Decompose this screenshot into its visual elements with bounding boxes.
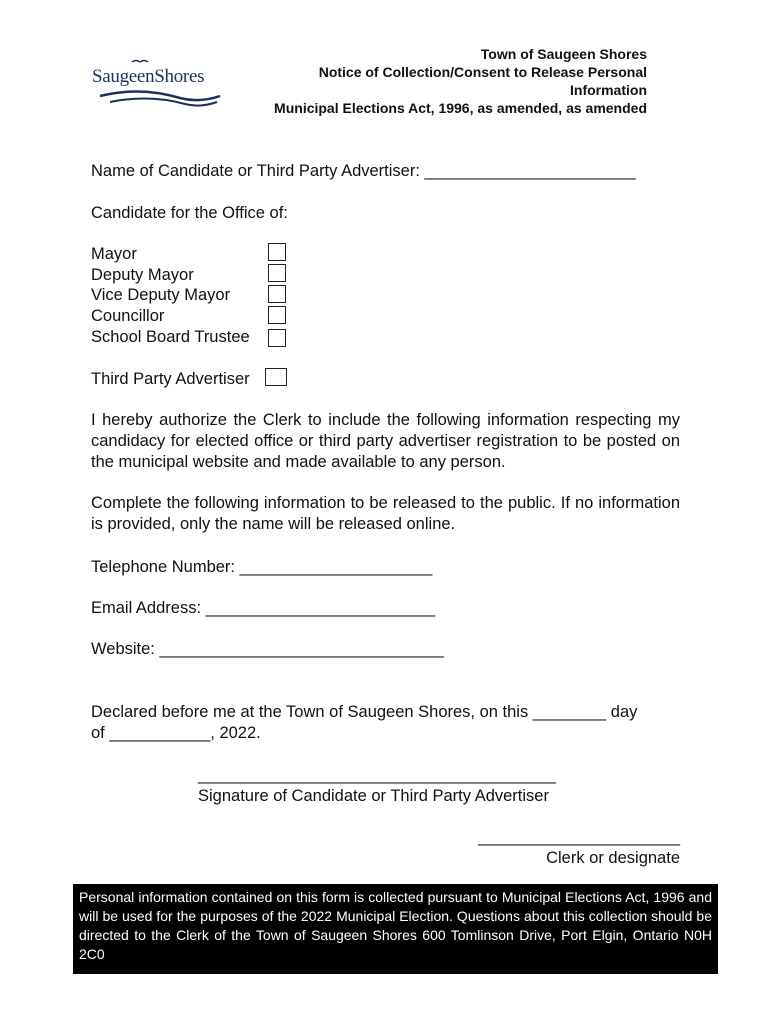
- email-field[interactable]: Email Address: _________________________: [91, 599, 436, 617]
- vice-deputy-mayor-checkbox[interactable]: [268, 285, 286, 303]
- councillor-checkbox[interactable]: [268, 306, 286, 324]
- office-label-vice-deputy-mayor: Vice Deputy Mayor: [91, 286, 231, 304]
- office-label-mayor: Mayor: [91, 245, 137, 263]
- website-field[interactable]: Website: _______________________________: [91, 640, 444, 658]
- signature-label: Signature of Candidate or Third Party Advertiser: [198, 787, 549, 805]
- third-party-label: Third Party Advertiser: [91, 370, 250, 388]
- logo-text: SaugeenShores: [92, 66, 205, 87]
- declaration-line-2[interactable]: of ___________, 2022.: [91, 724, 261, 742]
- privacy-notice-box: Personal information contained on this form is collected pursuant to Municipal Elections Act, 1996 and will be used for the purposes of the 2022 Municipal Election. Questions about this collection should be directed to the Clerk of the Town of Saugeen Shores 600 Tomlinson Drive, Port Elgin, Ontario N0H 2C0: [73, 884, 718, 974]
- header-line-3: Information: [570, 82, 647, 98]
- candidate-name-field[interactable]: Name of Candidate or Third Party Advertiser: _______________________: [91, 162, 636, 180]
- document-header: [274, 45, 647, 117]
- telephone-field[interactable]: Telephone Number: _____________________: [91, 558, 433, 576]
- office-label-school-board-trustee: School Board Trustee: [91, 328, 250, 346]
- office-heading: Candidate for the Office of:: [91, 204, 288, 222]
- header-line-2: Notice of Collection/Consent to Release Personal: [318, 64, 647, 80]
- town-logo: [92, 54, 222, 110]
- header-line-1: Town of Saugeen Shores: [480, 46, 647, 62]
- office-label-deputy-mayor: Deputy Mayor: [91, 266, 194, 284]
- header-line-4: Municipal Elections Act, 1996, as amended, as amended: [274, 100, 647, 116]
- clerk-label: Clerk or designate: [546, 849, 680, 867]
- office-label-councillor: Councillor: [91, 307, 165, 325]
- third-party-checkbox[interactable]: [265, 368, 287, 386]
- clerk-signature-line[interactable]: ______________________: [478, 828, 680, 846]
- declaration-line-1[interactable]: Declared before me at the Town of Saugeen Shores, on this ________ day: [91, 703, 638, 721]
- release-instructions: Complete the following information to be released to the public. If no information is provided, only the name will be released online.: [91, 494, 680, 533]
- mayor-checkbox[interactable]: [268, 243, 286, 261]
- authorization-paragraph: I hereby authorize the Clerk to include the following information respecting my candidacy for elected office or third party advertiser registration to be posted on the municipal website and made available to any person.: [91, 411, 680, 471]
- deputy-mayor-checkbox[interactable]: [268, 264, 286, 282]
- signature-line[interactable]: _______________________________________: [198, 766, 556, 784]
- school-board-trustee-checkbox[interactable]: [268, 329, 286, 347]
